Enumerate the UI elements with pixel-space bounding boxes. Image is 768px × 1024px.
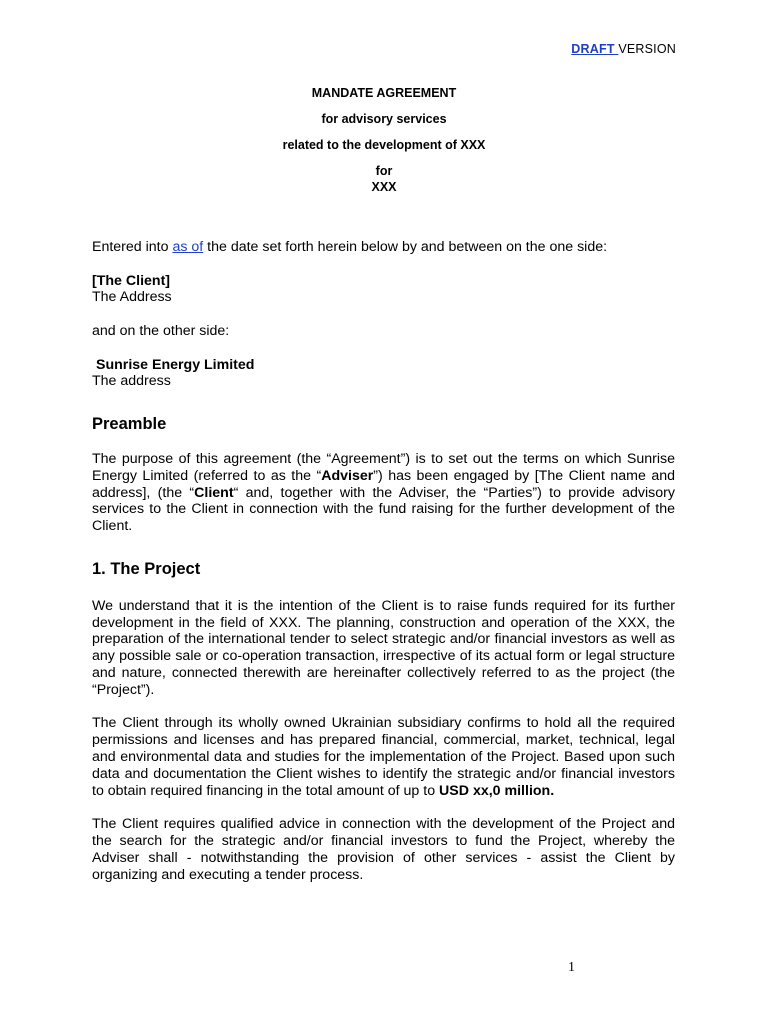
project-paragraph-3: The Client requires qualified advice in connection with the development of the Project and the search for the strategic and/or financial investors to fund the Project, whereby the Adviser shall - notwithstanding the provision of other services - assist the Client by organizing and executing a tender process. <box>92 816 675 883</box>
intro-suffix: the date set forth herein below by and between on the one side: <box>203 239 608 255</box>
client-term: Client <box>194 484 234 501</box>
other-side-text: and on the other side: <box>92 322 230 339</box>
project-p2-text: The Client through its wholly owned Ukrainian subsidiary confirms to hold all the required permissions and licenses and has prepared financial, commercial, market, technical, legal and environmental data and studies for the implementation of the Project. Based upon such data and documentation the Client wishes to identify the strategic and/or financial investors to obtain required financing in the total amount of up to <box>92 715 675 799</box>
project-paragraph-2 <box>92 715 675 799</box>
funding-amount: USD xx,0 million. <box>439 782 555 799</box>
preamble-text-c: “ and, together with the Adviser, the “Parties”) to provide advisory services to the Client in connection with the fund raising for the further development of the Client. <box>92 484 675 535</box>
as-of-link[interactable]: as of <box>172 239 204 255</box>
adviser-name: Sunrise Energy Limited <box>96 356 255 373</box>
title-line-1: MANDATE AGREEMENT <box>311 86 457 100</box>
version-text: VERSION <box>618 42 676 56</box>
intro-prefix: Entered into <box>92 239 173 255</box>
title-line-4: for <box>375 164 393 178</box>
draft-link[interactable]: DRAFT <box>571 42 619 56</box>
intro-paragraph <box>92 239 675 256</box>
draft-version-label <box>571 42 676 56</box>
title-line-3: related to the development of XXX <box>282 138 486 152</box>
preamble-text-b: ”) has been engaged by [The Client name and address], (the “ <box>92 467 675 501</box>
adviser-term: Adviser <box>321 467 374 484</box>
document-title-block <box>0 85 768 195</box>
project-heading: 1. The Project <box>92 559 201 578</box>
title-line-5: XXX <box>371 180 397 194</box>
preamble-paragraph <box>92 451 675 535</box>
project-paragraph-1: We understand that it is the intention of the Client is to raise funds required for its further development in the field of XXX. The planning, construction and operation of the XXX, the preparation of the international tender to select strategic and/or financial investors as well as any possible sale or co-operation transaction, irrespective of its actual form or legal structure and nature, connected therewith are hereinafter collectively referred to as the project (the “Project”). <box>92 597 675 698</box>
adviser-address: The address <box>92 373 171 390</box>
title-line-2: for advisory services <box>321 112 447 126</box>
preamble-text-a: The purpose of this agreement (the “Agreement”) is to set out the terms on which Sunrise Energy Limited (referred to as the “ <box>92 450 675 484</box>
document-body <box>92 239 675 883</box>
page-number: 1 <box>568 960 575 975</box>
preamble-heading: Preamble <box>92 415 167 434</box>
client-address: The Address <box>92 289 172 306</box>
client-name: [The Client] <box>92 272 171 289</box>
